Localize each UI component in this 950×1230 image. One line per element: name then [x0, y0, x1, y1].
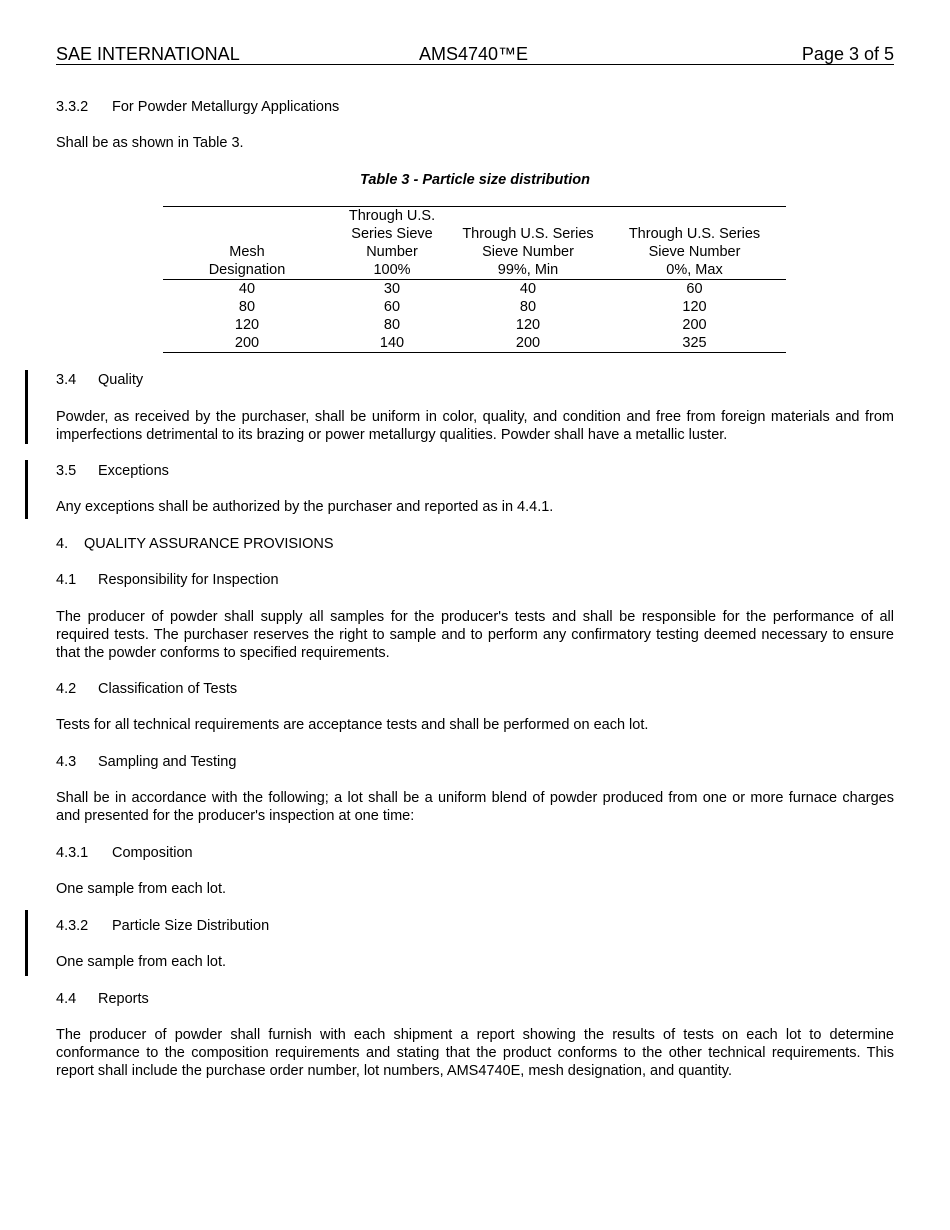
column-header-100: Through U.S. Series Sieve Number 100%: [331, 207, 453, 280]
table-cell: 40: [238, 281, 256, 297]
section-body-3-5: Any exceptions shall be authorized by the purchaser and reported as in 4.4.1.: [56, 499, 554, 515]
section-heading-4-2: [56, 680, 894, 698]
revision-bar: [25, 910, 28, 976]
table-row: [163, 298, 786, 316]
section-number: 4.3: [56, 754, 77, 770]
revision-bar: [25, 370, 28, 444]
table-cell: 30: [383, 281, 401, 297]
table-caption: Table 3 - Particle size distribution: [360, 172, 590, 188]
column-header-mesh: Mesh Designation: [163, 207, 331, 280]
section-title: Reports: [98, 991, 149, 1007]
table-row: [163, 334, 786, 353]
table-cell: 140: [331, 334, 453, 353]
section-number: 4.1: [56, 572, 77, 588]
revision-bar: [25, 460, 28, 519]
table-cell: 200: [163, 334, 331, 353]
page-header: [56, 44, 894, 65]
section-number: 4.3.2: [56, 918, 89, 934]
column-header-min: Through U.S. Series Sieve Number 99%, Min: [453, 207, 603, 280]
section-body-4-3-1: One sample from each lot.: [56, 881, 227, 897]
column-header-max: Through U.S. Series Sieve Number 0%, Max: [603, 207, 786, 280]
section-number: 3.4: [56, 372, 77, 388]
table-cell: 80: [238, 299, 256, 315]
section-heading-3-4: [56, 371, 894, 389]
header-doc-number: AMS4740™E: [419, 44, 529, 64]
section-body-4-3: Shall be in accordance with the following; a lot shall be a uniform blend of powder produced from one or more furnace charges and presented for the producer's inspection at one time:: [56, 790, 894, 824]
section-heading-4-3: [56, 753, 894, 771]
section-number: 4.3.1: [56, 845, 89, 861]
table-cell: 200: [682, 317, 707, 333]
header-page-number: Page 3 of 5: [801, 44, 894, 64]
table-cell: 200: [453, 334, 603, 353]
section-title: QUALITY ASSURANCE PROVISIONS: [84, 536, 334, 552]
section-title: Sampling and Testing: [98, 754, 237, 770]
section-body-3-4: Powder, as received by the purchaser, shall be uniform in color, quality, and condition and free from foreign materials and from imperfections detrimental to its brazing or power metallurgy qualities. Powder shall have a metallic luster.: [56, 409, 894, 443]
section-body-4-2: Tests for all technical requirements are acceptance tests and shall be performed on each lot.: [56, 717, 649, 733]
section-heading-4-3-1: [56, 844, 894, 862]
table-cell: 40: [519, 281, 537, 297]
section-heading-4-3-2: [56, 917, 894, 935]
table-cell: 80: [519, 299, 537, 315]
section-body-4-4: The producer of powder shall furnish with each shipment a report showing the results of tests on each lot to determine conformance to the composition requirements and stating that the product conforms to the other technical requirements. This report shall include the purchase order number, lot numbers, AMS4740E, mesh designation, and quantity.: [56, 1027, 894, 1079]
section-number: 3.5: [56, 463, 77, 479]
section-number: 4.4: [56, 991, 77, 1007]
section-title: Classification of Tests: [98, 681, 238, 697]
section-title: Composition: [112, 845, 193, 861]
section-heading-3-5: [56, 462, 894, 480]
section-title: Quality: [98, 372, 144, 388]
table-cell: 120: [682, 299, 707, 315]
particle-size-table: [163, 206, 786, 353]
table-cell: 120: [515, 317, 541, 333]
section-heading-4: [56, 535, 894, 553]
section-title: Exceptions: [98, 463, 169, 479]
table-row: [163, 316, 786, 334]
section-number: 3.3.2: [56, 99, 89, 115]
section-title: Responsibility for Inspection: [98, 572, 279, 588]
table-row: [163, 280, 786, 299]
section-heading-3-3-2: [56, 98, 894, 116]
table-cell: 120: [234, 317, 260, 333]
table-cell: 325: [603, 334, 786, 353]
section-body-3-3-2: Shall be as shown in Table 3.: [56, 135, 244, 151]
section-body-4-3-2: One sample from each lot.: [56, 954, 227, 970]
header-org: SAE INTERNATIONAL: [56, 44, 240, 64]
section-body-4-1: The producer of powder shall supply all samples for the producer's tests and shall be responsible for the performance of all required tests. The purchaser reserves the right to sample and to perform any confirmatory testing deemed necessary to ensure that the powder conforms to specified requirements.: [56, 609, 894, 661]
table-cell: 60: [686, 281, 703, 297]
section-number: 4.: [56, 536, 69, 552]
section-title: For Powder Metallurgy Applications: [112, 99, 340, 115]
section-title: Particle Size Distribution: [112, 918, 270, 934]
table-cell: 80: [383, 317, 401, 333]
table-cell: 60: [383, 299, 401, 315]
section-heading-4-1: [56, 571, 894, 589]
section-number: 4.2: [56, 681, 77, 697]
section-heading-4-4: [56, 990, 894, 1008]
